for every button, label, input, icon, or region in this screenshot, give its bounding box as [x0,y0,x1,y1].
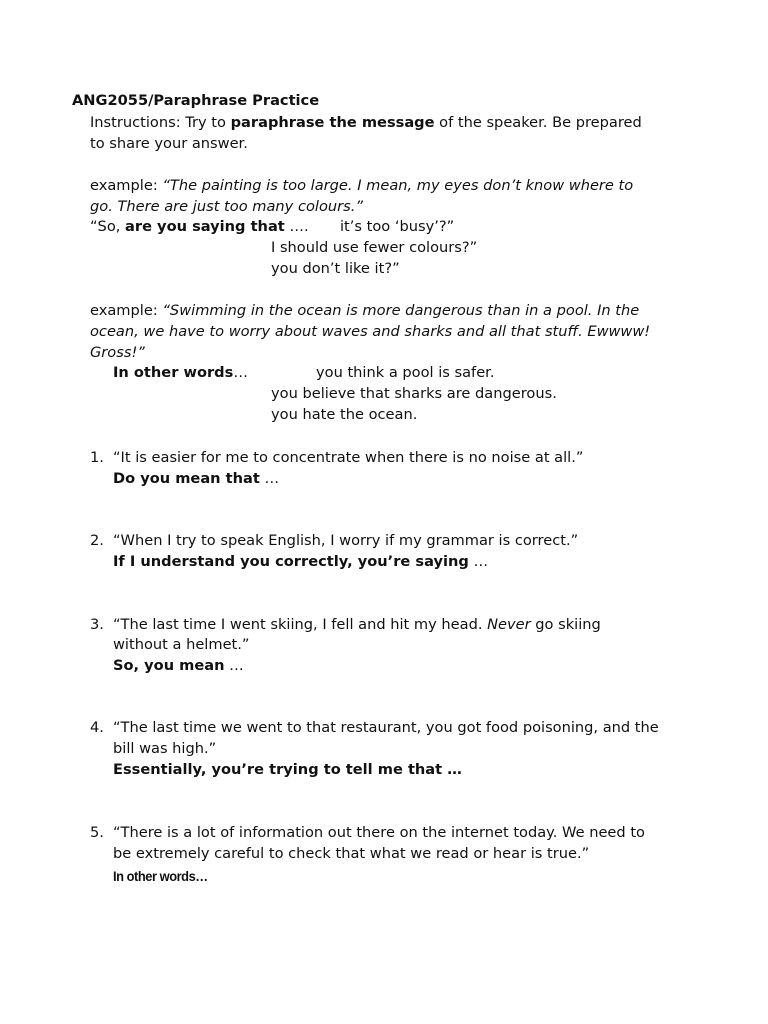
example-2-prompt: In other words… [113,364,248,381]
example-1-answer: it’s too ‘busy’?” [340,218,455,235]
example-1-prompt: “So, are you saying that …. [90,218,309,235]
item-number: 5. [90,824,104,841]
item-prompt: In other words… [113,868,208,884]
example-2-answer: you believe that sharks are dangerous. [271,385,557,402]
item-quote-line-2: without a helmet.” [113,636,250,653]
example-2-quote-line-2: ocean, we have to worry about waves and sharks and all that stuff. Ewwww! [90,323,651,340]
example-2-answer: you hate the ocean. [271,406,418,423]
example-1-answer: I should use fewer colours?” [271,239,478,256]
item-number: 1. [90,449,104,466]
example-2-answer: you think a pool is safer. [316,364,495,381]
item-quote: “It is easier for me to concentrate when there is no noise at all.” [113,449,584,466]
example-2-quote-line-1: example: “Swimming in the ocean is more dangerous than in a pool. In the [90,302,640,319]
item-quote-line-2: bill was high.” [113,740,217,757]
example-1-answer: you don’t like it?” [271,260,400,277]
item-prompt: Essentially, you’re trying to tell me that … [113,761,462,778]
item-quote-line-2: be extremely careful to check that what we read or hear is true.” [113,845,590,862]
example-1-quote-line-2: go. There are just too many colours.” [90,198,363,215]
item-number: 4. [90,719,104,736]
item-quote: “When I try to speak English, I worry if my grammar is correct.” [113,532,579,549]
item-number: 2. [90,532,104,549]
page-title: ANG2055/Paraphrase Practice [72,92,320,109]
item-quote: “The last time I went skiing, I fell and hit my head. Never go skiing [113,616,601,633]
example-1-quote-line-1: example: “The painting is too large. I mean, my eyes don’t know where to [90,177,634,194]
item-quote: “The last time we went to that restaurant, you got food poisoning, and the [113,719,659,736]
item-number: 3. [90,616,104,633]
instructions-line-1: Instructions: Try to paraphrase the message of the speaker. Be prepared [90,114,642,131]
item-prompt: So, you mean … [113,657,244,674]
item-prompt: If I understand you correctly, you’re saying … [113,553,489,570]
example-2-quote-line-3: Gross!” [90,344,145,361]
instructions-line-2: to share your answer. [90,135,248,152]
item-prompt: Do you mean that … [113,470,280,487]
item-quote: “There is a lot of information out there on the internet today. We need to [113,824,645,841]
